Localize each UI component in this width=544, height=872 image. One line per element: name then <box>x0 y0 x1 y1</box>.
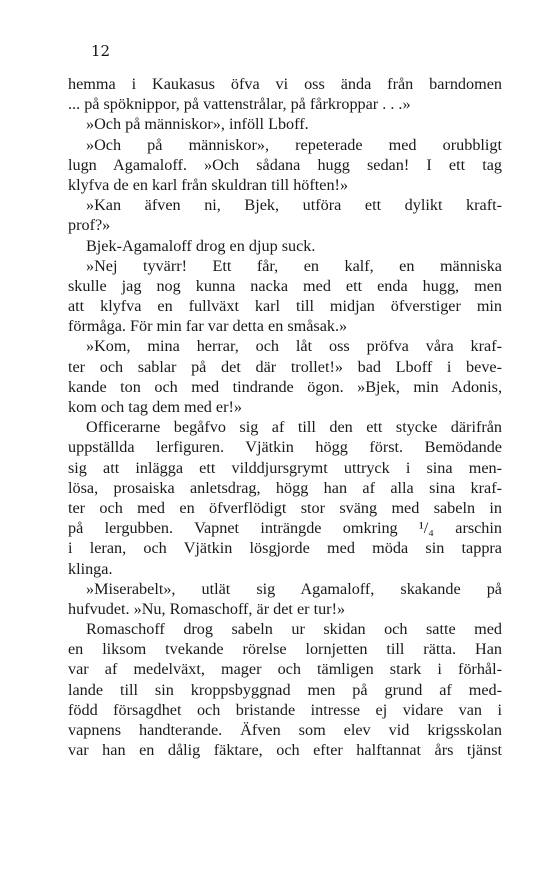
text-line: »Och på människor», repeterade med orubbligt <box>86 135 502 154</box>
text-line: prof?» <box>68 216 111 235</box>
text-line: uppställda lerfiguren. Vjätkin högg först. Bemödande <box>68 438 502 457</box>
text-line: skulle jag nog kunna nacka med ett enda hugg, men <box>68 276 502 295</box>
text-line: Officerarne begåfvo sig af till den ett stycke därifrån <box>86 418 502 437</box>
page-number: 12 <box>91 42 111 60</box>
text-line: vapnens handterande. Äfven som elev vid krigsskolan <box>68 721 502 739</box>
text-line: Romaschoff drog sabeln ur skidan och satte med <box>86 620 502 639</box>
body-text <box>68 74 502 760</box>
text-line: »Miserabelt», utlät sig Agamaloff, skakande på <box>86 579 502 598</box>
text-line: var han en dålig fäktare, och efter halftannat års tjänst <box>68 741 502 760</box>
text-line: ... på spöknippor, på vattenstrålar, på fårkroppar . . .» <box>68 95 411 114</box>
text-line: född försagdhet och bristande intresse ej vidare van i <box>68 700 502 719</box>
text-line: »Och på människor», inföll Lboff. <box>86 115 309 134</box>
text-line: lösa, prosaiska anletsdrag, högg han af alla sina kraf- <box>68 478 502 497</box>
text-line: hemma i Kaukasus öfva vi oss ända från barndomen <box>68 75 502 93</box>
text-line: »Kom, mina herrar, och låt oss pröfva våra kraf- <box>86 337 502 356</box>
text-line: lande till sin kroppsbyggnad men på grund af med- <box>68 680 502 699</box>
text-line: ter och sablar på det där trollet!» bad Lboff i beve- <box>68 357 502 376</box>
text-line: att klyfva en fullväxt karl till midjan öfverstiger min <box>68 297 502 316</box>
text-line: Bjek-Agamaloff drog en djup suck. <box>86 236 316 255</box>
text-line: lugn Agamaloff. »Och sådana hugg sedan! I ett tag <box>68 155 502 174</box>
text-line: förmåga. För min far var detta en småsak.» <box>68 317 348 336</box>
text-line: klinga. <box>68 559 113 578</box>
text-line: en liksom tvekande rörelse lornjetten till rätta. Han <box>68 640 502 659</box>
text-line: var af medelväxt, mager och tämligen stark i förhål- <box>68 660 502 679</box>
text-line: kande ton och med tindrande ögon. »Bjek, min Adonis, <box>68 377 502 396</box>
text-line: »Nej tyvärr! Ett får, en kalf, en människa <box>86 256 502 275</box>
text-line: kom och tag dem med er!» <box>68 398 242 416</box>
text-line: »Kan äfven ni, Bjek, utföra ett dylikt kraft- <box>86 196 502 215</box>
text-line: i leran, och Vjätkin lösgjorde med möda sin tappra <box>68 539 502 558</box>
text-line: klyfva de en karl från skuldran till höften!» <box>68 175 349 194</box>
text-line: sig att inlägga ett vilddjursgrymt uttryck i sina men- <box>68 458 502 477</box>
text-line: ter och med en öfverflödigt stor sväng med sabeln in <box>68 498 502 517</box>
text-line: hufvudet. »Nu, Romaschoff, är det er tur!» <box>68 599 346 618</box>
text-line: på lergubben. Vapnet inträngde omkring ¹/₄ arschin <box>68 519 502 538</box>
